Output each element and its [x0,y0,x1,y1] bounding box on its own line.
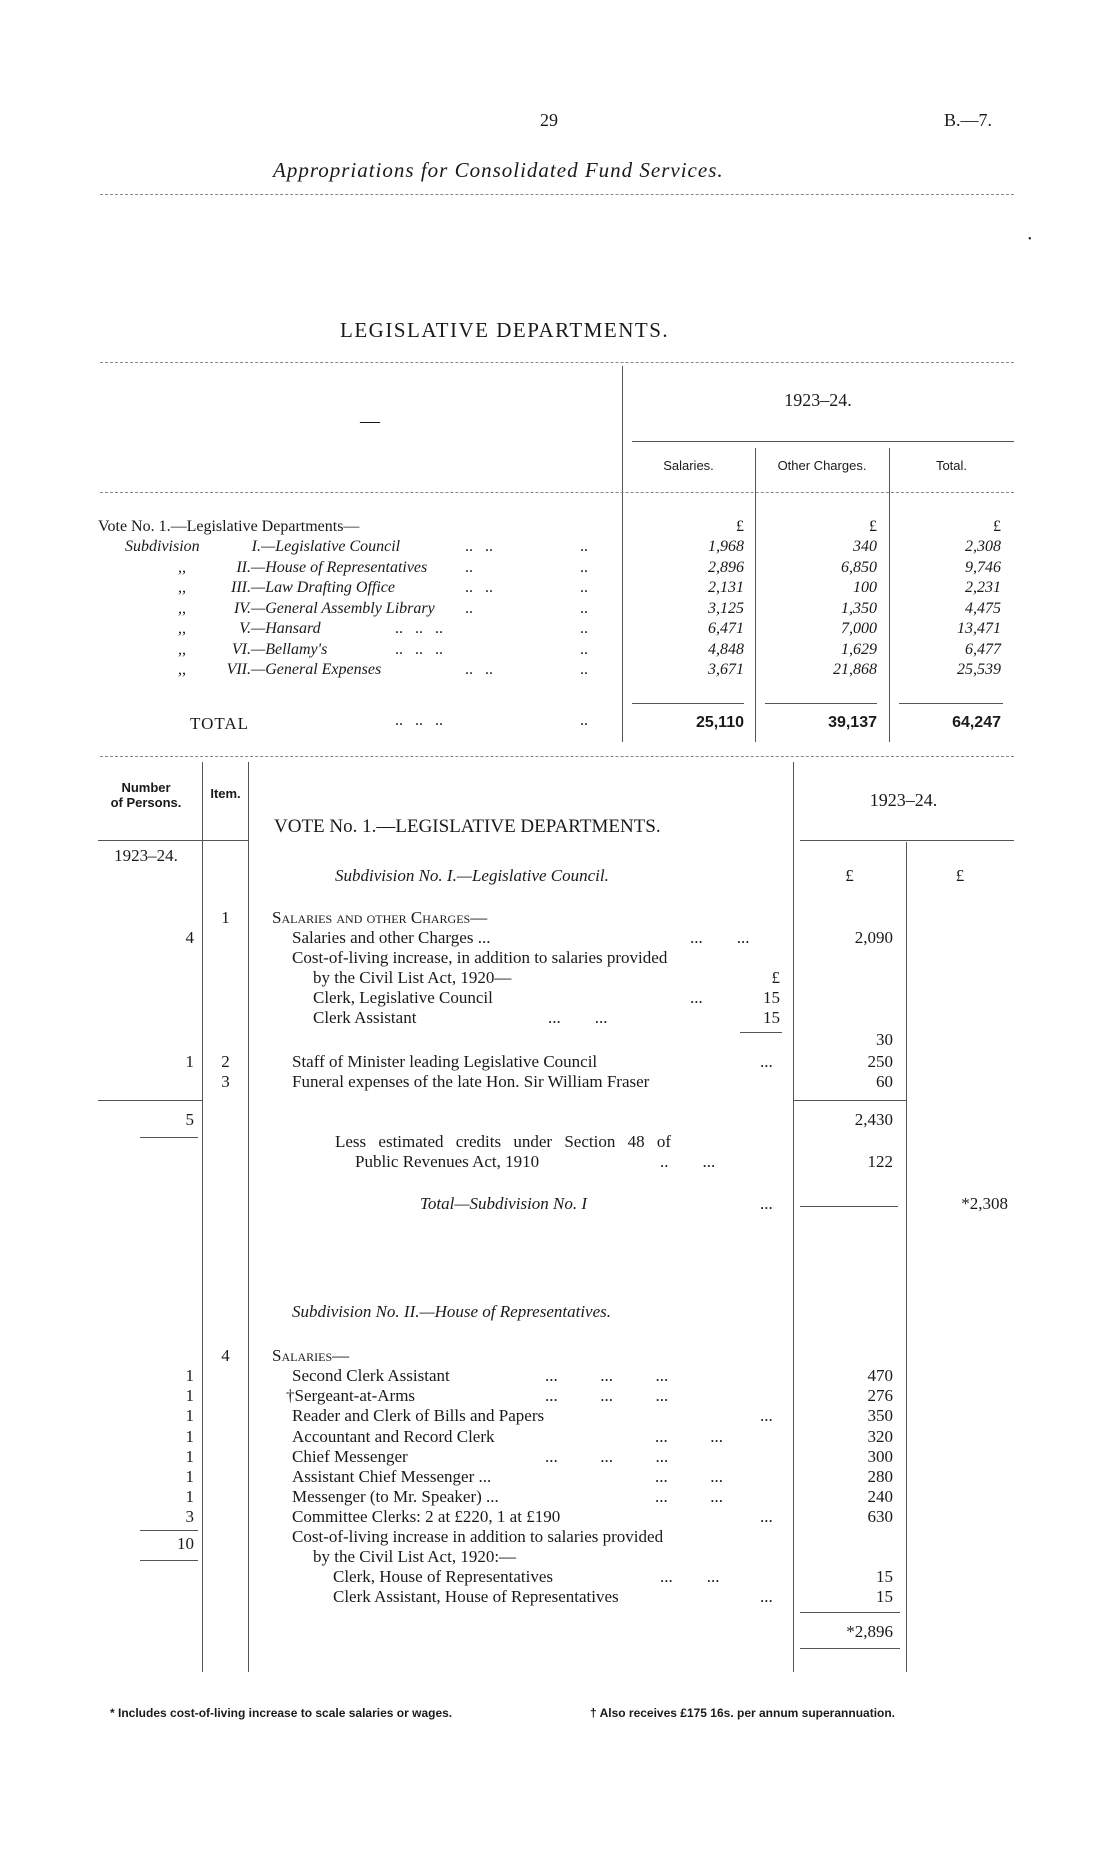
sub1-heading: Subdivision No. I.—Legislative Council. [335,866,609,885]
item-divider [248,762,249,1672]
summary-row-total: 13,471 [957,620,1001,637]
sub1-salaries-amount: 2,090 [854,928,893,947]
sub2-row-amount: 276 [867,1386,893,1405]
sub2-row-amount: 240 [867,1487,893,1506]
sub2-row-label: †Sergeant-at-Arms [286,1386,416,1405]
summary-row-salaries: 6,471 [708,620,744,637]
sub2-row-label: Committee Clerks: 2 at £220, 1 at £190 [292,1507,561,1526]
sub1-salaries-heading: Salaries and other Charges— [272,908,488,927]
sub1-total-label: Total—Subdivision No. I [420,1194,588,1213]
amount-divider-left [793,762,794,1672]
vote-title: VOTE No. 1.—LEGISLATIVE DEPARTMENTS. [274,816,661,837]
summary-row-salaries: 3,125 [708,600,744,617]
summary-top-rule [100,362,1014,363]
currency-salaries: £ [736,518,744,535]
summary-row-end-dots: .. [580,559,588,576]
sub2-row-amount: 470 [867,1366,893,1385]
sub2-persons-rule [140,1530,198,1531]
sub1-item2-number: 2 [221,1052,230,1071]
summary-row-total: 2,308 [965,538,1001,555]
currency-other: £ [869,518,877,535]
sub2-row-amount: 280 [867,1467,893,1486]
summary-row-prefix: ,, [178,579,186,596]
col-persons-line1: Number [121,780,171,795]
summary-row-end-dots: .. [580,641,588,658]
sub2-persons-total-rule [140,1560,198,1561]
sub1-total-dots: ... [760,1194,773,1213]
summary-row-prefix: ,, [178,559,186,576]
sub1-persons-total: 5 [185,1110,194,1129]
sub2-row-label: Messenger (to Mr. Speaker) ... [292,1487,499,1506]
sub1-item2-label: Staff of Minister leading Legislative Council [292,1052,598,1071]
summary-row-salaries: 2,131 [708,579,744,596]
summary-total-salaries: 25,110 [695,714,744,731]
detail-year-rule [800,840,1014,841]
summary-row-other: 6,850 [841,559,877,576]
summary-year-rule [632,441,1014,442]
sub2-salaries-heading: Salaries— [272,1346,350,1365]
detail-currency-a: £ [845,866,854,885]
sub2-row-persons: 1 [185,1406,194,1425]
sub1-col-item-2-label: Clerk Assistant [313,1008,417,1027]
sub2-col-line1: Cost-of-living increase in addition to salaries provided [292,1527,664,1546]
sub1-persons-total-rule [140,1137,198,1138]
summary-row-end-dots: .. [580,579,588,596]
sub1-item3-amount: 60 [876,1072,893,1091]
sub2-row-dots: ... ... ... [545,1447,669,1466]
summary-row-other: 100 [853,579,877,596]
sub1-less-line2: Public Revenues Act, 1910 [355,1152,540,1171]
summary-row-leader: .. .. .. [395,620,443,637]
running-title: Appropriations for Consolidated Fund Services. [273,158,724,182]
vote-label: Vote No. 1.—Legislative Departments— [98,518,360,535]
summary-row-num: IV. [233,600,251,617]
summary-row-salaries: 3,671 [708,661,744,678]
sub1-gross: 2,430 [854,1110,893,1129]
sub2-total-amount: *2,896 [846,1622,893,1641]
detail-currency-b: £ [955,866,965,885]
summary-total-end-dots: .. [580,712,588,729]
summary-row-leader: .. .. [465,661,493,678]
sub1-col-line2: by the Civil List Act, 1920— [313,968,512,987]
persons-head-rule [98,840,248,841]
summary-row-name: —Legislative Council [261,538,401,555]
sub1-col-rule [740,1032,782,1033]
summary-row-prefix: ,, [178,641,186,658]
sub2-row-persons: 1 [185,1366,194,1385]
sub2-row-amount: 630 [867,1507,893,1526]
header-rule [100,194,1014,195]
col-persons-line2: of Persons. [110,795,182,810]
sub1-less-amount: 122 [867,1152,893,1171]
sub1-col-item-1-dots: ... [690,988,703,1007]
sub2-row-persons: 1 [185,1467,194,1486]
summary-row-name: —General Assembly Library [251,600,435,617]
sub2-item: 4 [221,1346,230,1365]
summary-row-total: 25,539 [957,661,1001,678]
summary-row-name: —House of Representatives [251,559,428,576]
summary-head-rule [100,492,1014,493]
sub2-row-label: Accountant and Record Clerk [292,1427,495,1446]
section-title: LEGISLATIVE DEPARTMENTS. [340,318,670,342]
margin-dot: • [1028,234,1032,245]
summary-row-total: 2,231 [965,579,1001,596]
sub2-row-label: Assistant Chief Messenger ... [292,1467,492,1486]
summary-row-salaries: 1,968 [708,538,744,555]
summary-total-total: 64,247 [952,714,1001,731]
summary-row-other: 7,000 [841,620,877,637]
sub2-col-item-1-dots: ... ... [660,1567,720,1586]
summary-row-num: I. [251,538,261,555]
total-rule-other [765,703,877,704]
sub2-row-dots: ... [760,1406,773,1425]
currency-total: £ [993,518,1001,535]
sub1-salaries-persons: 4 [185,928,194,947]
summary-row-prefix: Subdivision [125,538,200,555]
section-separator [100,756,1014,757]
total-rule-total [899,703,1003,704]
amount-divider-mid [906,842,907,1672]
col-total: Total. [935,458,968,473]
summary-row-leader: .. [465,600,473,617]
summary-total-leader: .. .. .. [395,712,443,729]
summary-row-salaries: 4,848 [708,641,744,658]
persons-year: 1923–24. [114,846,178,865]
sub2-total-rule-top [800,1612,900,1613]
sub2-col-item-2-label: Clerk Assistant, House of Representatives [333,1587,619,1606]
sub1-col-item-1-label: Clerk, Legislative Council [313,988,493,1007]
summary-row-end-dots: .. [580,538,588,555]
summary-row-num: VI. [231,641,251,658]
persons-divider [202,762,203,1672]
sub2-row-dots: ... ... ... [545,1386,669,1405]
summary-row-prefix: ,, [178,661,186,678]
footnote-dagger: † Also receives £175 16s. per annum superannuation. [590,1706,896,1720]
summary-row-num: III. [231,579,251,596]
summary-row-other: 1,629 [841,641,877,658]
sub1-salaries-dots: ... ... [690,928,750,947]
summary-row-name: —Bellamy's [251,641,328,658]
sub2-col-line2: by the Civil List Act, 1920:— [313,1547,517,1566]
sub1-item1: 1 [221,908,230,927]
summary-year: 1923–24. [784,390,852,410]
summary-row-total: 9,746 [965,559,1001,576]
page-number: 29 [540,110,558,130]
sub2-row-label: Chief Messenger [292,1447,408,1466]
sub2-persons-total: 10 [177,1534,194,1553]
summary-row-other: 21,868 [833,661,877,678]
sub2-col-item-1-label: Clerk, House of Representatives [333,1567,553,1586]
summary-row-name: —General Expenses [251,661,382,678]
sub1-item3-label: Funeral expenses of the late Hon. Sir William Fraser [292,1072,650,1091]
sub1-persons-rule [98,1100,202,1101]
summary-total-label: TOTAL [190,714,250,733]
summary-row-num: VII. [226,661,251,678]
sub2-total-rule-bottom [800,1648,900,1649]
sub2-row-dots: ... ... [655,1427,723,1446]
sub2-row-dots: ... [760,1507,773,1526]
sub1-total-amount: *2,308 [961,1194,1008,1213]
summary-row-leader: .. .. [465,579,493,596]
sub2-row-label: Second Clerk Assistant [292,1366,450,1385]
col-item: Item. [210,786,241,801]
sub1-col-subtotal: 30 [876,1030,893,1049]
summary-row-salaries: 2,896 [708,559,744,576]
summary-row-name: —Law Drafting Office [251,579,396,596]
summary-row-leader: .. [465,559,473,576]
sub2-row-persons: 1 [185,1386,194,1405]
sub1-item2-persons: 1 [185,1052,194,1071]
sub1-col-item-2-dots: ... ... [548,1008,608,1027]
total-rule-salaries [632,703,744,704]
summary-row-num: II. [236,559,251,576]
sub2-heading: Subdivision No. II.—House of Representatives. [292,1302,612,1321]
sub2-row-amount: 350 [867,1406,893,1425]
sub2-row-dots: ... ... [655,1487,723,1506]
sub2-row-dots: ... ... [655,1467,723,1486]
sub1-item2-dots: ... [760,1052,773,1071]
summary-row-prefix: ,, [178,600,186,617]
sub2-row-persons: 1 [185,1487,194,1506]
sub2-row-persons: 1 [185,1427,194,1446]
sub2-row-dots: ... ... ... [545,1366,669,1385]
summary-row-other: 340 [853,538,877,555]
summary-row-prefix: ,, [178,620,186,637]
summary-row-name: —Hansard [251,620,321,637]
summary-row-total: 6,477 [965,641,1001,658]
sub2-col-item-2-dots: ... [760,1587,773,1606]
sub1-item2-amount: 250 [867,1052,893,1071]
summary-row-end-dots: .. [580,600,588,617]
summary-row-num: V. [239,620,251,637]
sub1-salaries-line: Salaries and other Charges ... [292,928,491,947]
sub1-item3-number: 3 [221,1072,230,1091]
document-reference: B.—7. [944,110,993,130]
sub2-row-amount: 320 [867,1427,893,1446]
summary-row-leader: .. .. [465,538,493,555]
sub2-col-item-2-amount: 15 [876,1587,893,1606]
sub1-total-rule [800,1206,898,1207]
col-other-charges: Other Charges. [777,458,867,473]
summary-row-end-dots: .. [580,620,588,637]
sub2-row-persons: 3 [185,1507,194,1526]
sub2-row-label: Reader and Clerk of Bills and Papers [292,1406,545,1425]
sub1-col-line1: Cost-of-living increase, in addition to salaries provided [292,948,668,967]
sub1-col-item-1-amount: 15 [763,988,780,1007]
col-salaries: Salaries. [663,458,714,473]
summary-row-total: 4,475 [965,600,1001,617]
summary-row-end-dots: .. [580,661,588,678]
sub1-less-line1: Less estimated credits under Section 48 of [335,1132,671,1151]
sub1-gross-rule [793,1100,906,1101]
sub1-less-dots: .. ... [660,1152,716,1171]
detail-year: 1923–24. [869,790,938,810]
sub2-row-amount: 300 [867,1447,893,1466]
sub1-col-pound: £ [771,968,780,987]
sub2-col-item-1-amount: 15 [876,1567,893,1586]
col-persons [88,780,204,810]
summary-total-other: 39,137 [828,714,877,731]
summary-row-leader: .. .. .. [395,641,443,658]
footnote-star: * Includes cost-of-living increase to scale salaries or wages. [110,1706,453,1720]
sub1-col-item-2-amount: 15 [763,1008,780,1027]
sub2-row-persons: 1 [185,1447,194,1466]
summary-row-other: 1,350 [841,600,877,617]
